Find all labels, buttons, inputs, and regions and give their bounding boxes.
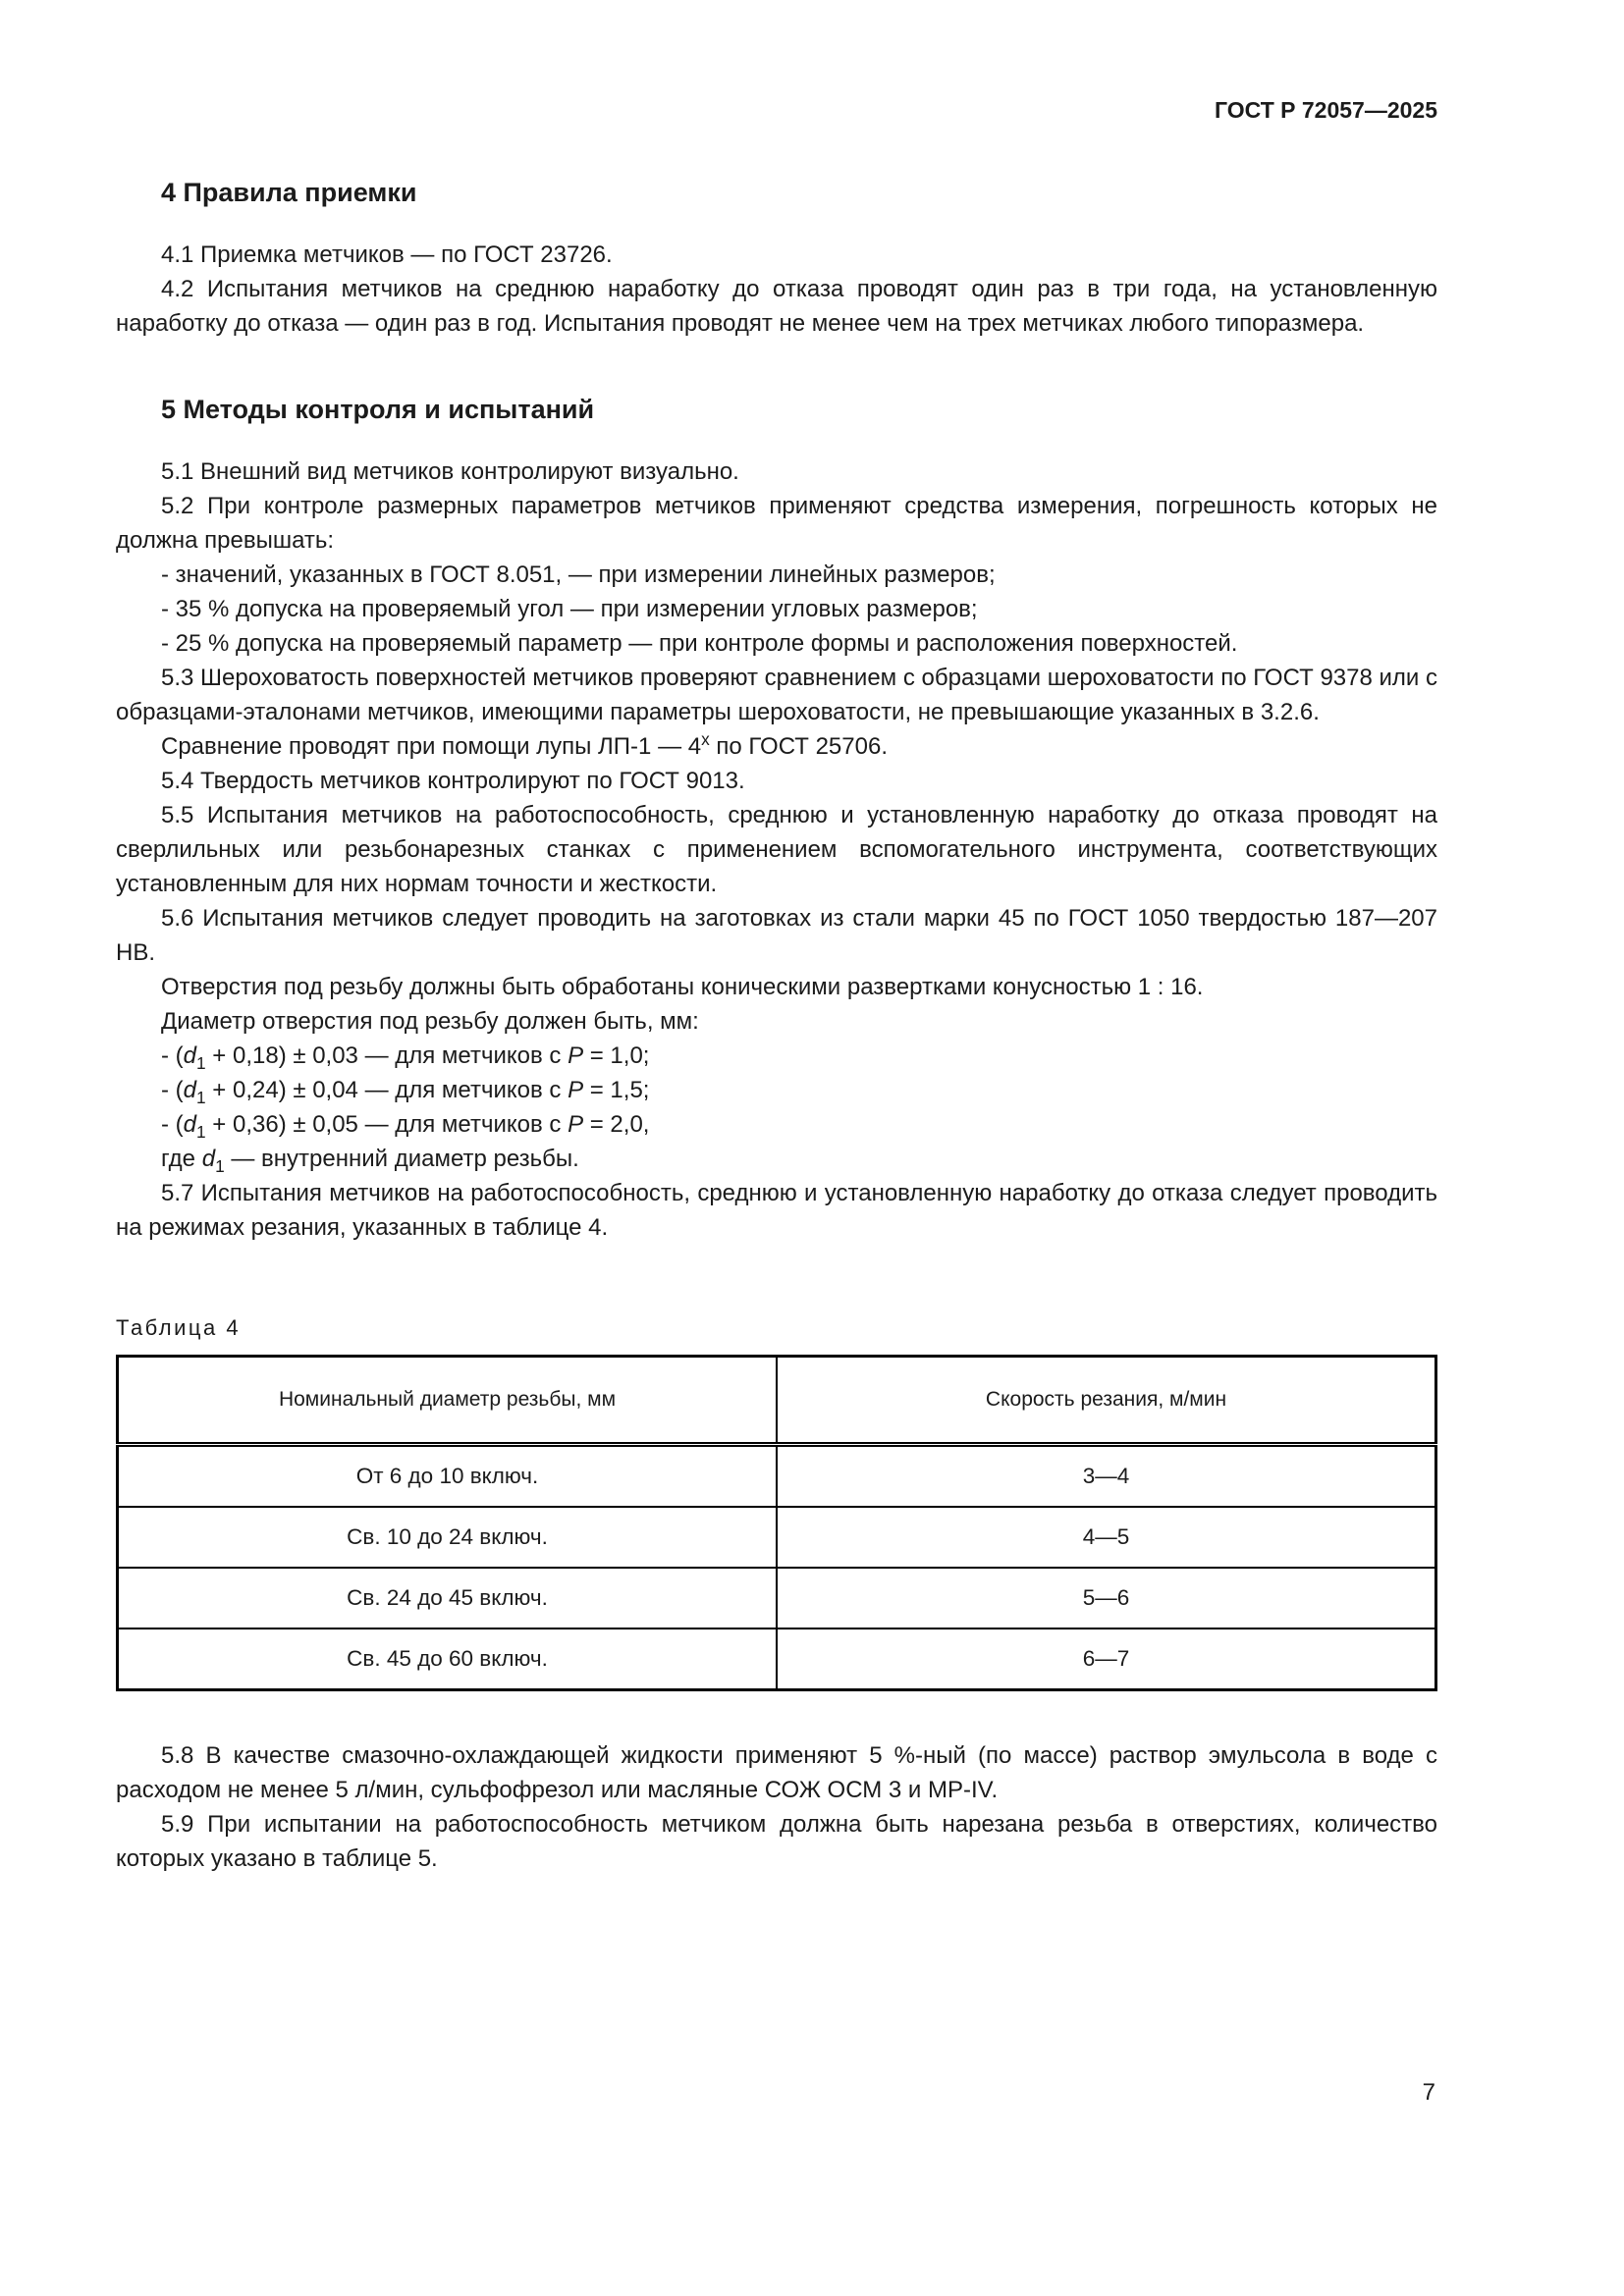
paragraph: 4.2 Испытания метчиков на среднюю наработку до отказа проводят один раз в три года, на установленную наработку до отказа — один раз в год. Испытания проводят не менее чем на трех метчиках любого типоразмера. [116,276,1437,337]
paragraph: где $d_1$ — внутренний диаметр резьбы. [161,1146,579,1176]
section-4-title: 4 Правила приемки [161,178,417,207]
paragraph: Диаметр отверстия под резьбу должен быть, мм: [161,1008,699,1035]
paragraph: 5.9 При испытании на работоспособность метчиком должна быть нарезана резьба в отверстиях, количество которых указано в таблице 5. [116,1811,1437,1872]
paragraph: Отверстия под резьбу должны быть обработаны коническими развертками конусностью 1 : 16. [161,974,1204,1000]
paragraph: 5.8 В качестве смазочно-охлаждающей жидкости применяют 5 %-ный (по массе) раствор эмульсола в воде с расходом не менее 5 л/мин, сульфофрезол или масляные СОЖ ОСМ 3 и МР-IV. [116,1742,1437,1803]
paragraph: - 35 % допуска на проверяемый угол — при измерении угловых размеров; [161,596,978,622]
table-cell: Св. 24 до 45 включ. [118,1568,778,1629]
table-header-cell: Скорость резания, м/мин [777,1357,1436,1445]
paragraph: - значений, указанных в ГОСТ 8.051, — при измерении линейных размеров; [161,561,996,588]
table-4 [116,1355,1437,1691]
paragraph: 5.1 Внешний вид метчиков контролируют визуально. [161,458,739,485]
table-row [118,1568,1436,1629]
paragraph: - 25 % допуска на проверяемый параметр — при контроле формы и расположения поверхностей. [161,630,1238,657]
paragraph: 5.4 Твердость метчиков контролируют по ГОСТ 9013. [161,768,745,794]
table-header-cell: Номинальный диаметр резьбы, мм [118,1357,778,1445]
paragraph: 5.2 При контроле размерных параметров метчиков применяют средства измерения, погрешность которых не должна превышать: [116,493,1437,554]
section-4-body [116,238,1437,341]
table-row [118,1629,1436,1690]
paragraph: - $(d_1 + 0,18) \pm 0,03$ — для метчиков с P = 1,0; [161,1042,650,1073]
table-cell: 4—5 [777,1507,1436,1568]
running-header: ГОСТ Р 72057—2025 [1215,97,1437,123]
section-5-title: 5 Методы контроля и испытаний [161,395,595,424]
table-row [118,1445,1436,1508]
paragraph: 5.5 Испытания метчиков на работоспособность, среднюю и установленную наработку до отказа проводят на сверлильных или резьбонарезных станках с применением вспомогательного инструмента, соответствующих установленным для них нормам точности и жесткости. [116,802,1437,897]
table-caption: Таблица 4 [116,1315,242,1340]
table-header-row [118,1357,1436,1445]
table-row [118,1507,1436,1568]
paragraph: 4.1 Приемка метчиков — по ГОСТ 23726. [161,241,613,268]
after-table-body [116,1738,1437,1876]
table-cell: 3—4 [777,1445,1436,1508]
table-cell: Св. 10 до 24 включ. [118,1507,778,1568]
page-number: 7 [1422,2079,1435,2106]
paragraph: 5.3 Шероховатость поверхностей метчиков проверяют сравнением с образцами шероховатости по ГОСТ 9378 или с образцами-эталонами метчиков, имеющими параметры шероховатости, не превышающие указанных в 3.2.6. [116,665,1437,725]
section-5-body [116,454,1437,1245]
paragraph: - $(d_1 + 0,24) \pm 0,04$ — для метчиков с P = 1,5; [161,1077,650,1107]
table-cell: 5—6 [777,1568,1436,1629]
table-cell: От 6 до 10 включ. [118,1445,778,1508]
table-4-head [118,1357,1436,1445]
table-4-rows [118,1445,1436,1690]
table-cell: Св. 45 до 60 включ. [118,1629,778,1690]
paragraph: Сравнение проводят при помощи лупы ЛП-1 — $4^х$ по ГОСТ 25706. [161,729,888,760]
paragraph: 5.7 Испытания метчиков на работоспособность, среднюю и установленную наработку до отказа следует проводить на режимах резания, указанных в таблице 4. [116,1180,1437,1241]
paragraph: - $(d_1 + 0,36) \pm 0,05$ — для метчиков с P = 2,0, [161,1111,650,1142]
table-cell: 6—7 [777,1629,1436,1690]
paragraph: 5.6 Испытания метчиков следует проводить на заготовках из стали марки 45 по ГОСТ 1050 твердостью 187—207 НВ. [116,905,1437,966]
